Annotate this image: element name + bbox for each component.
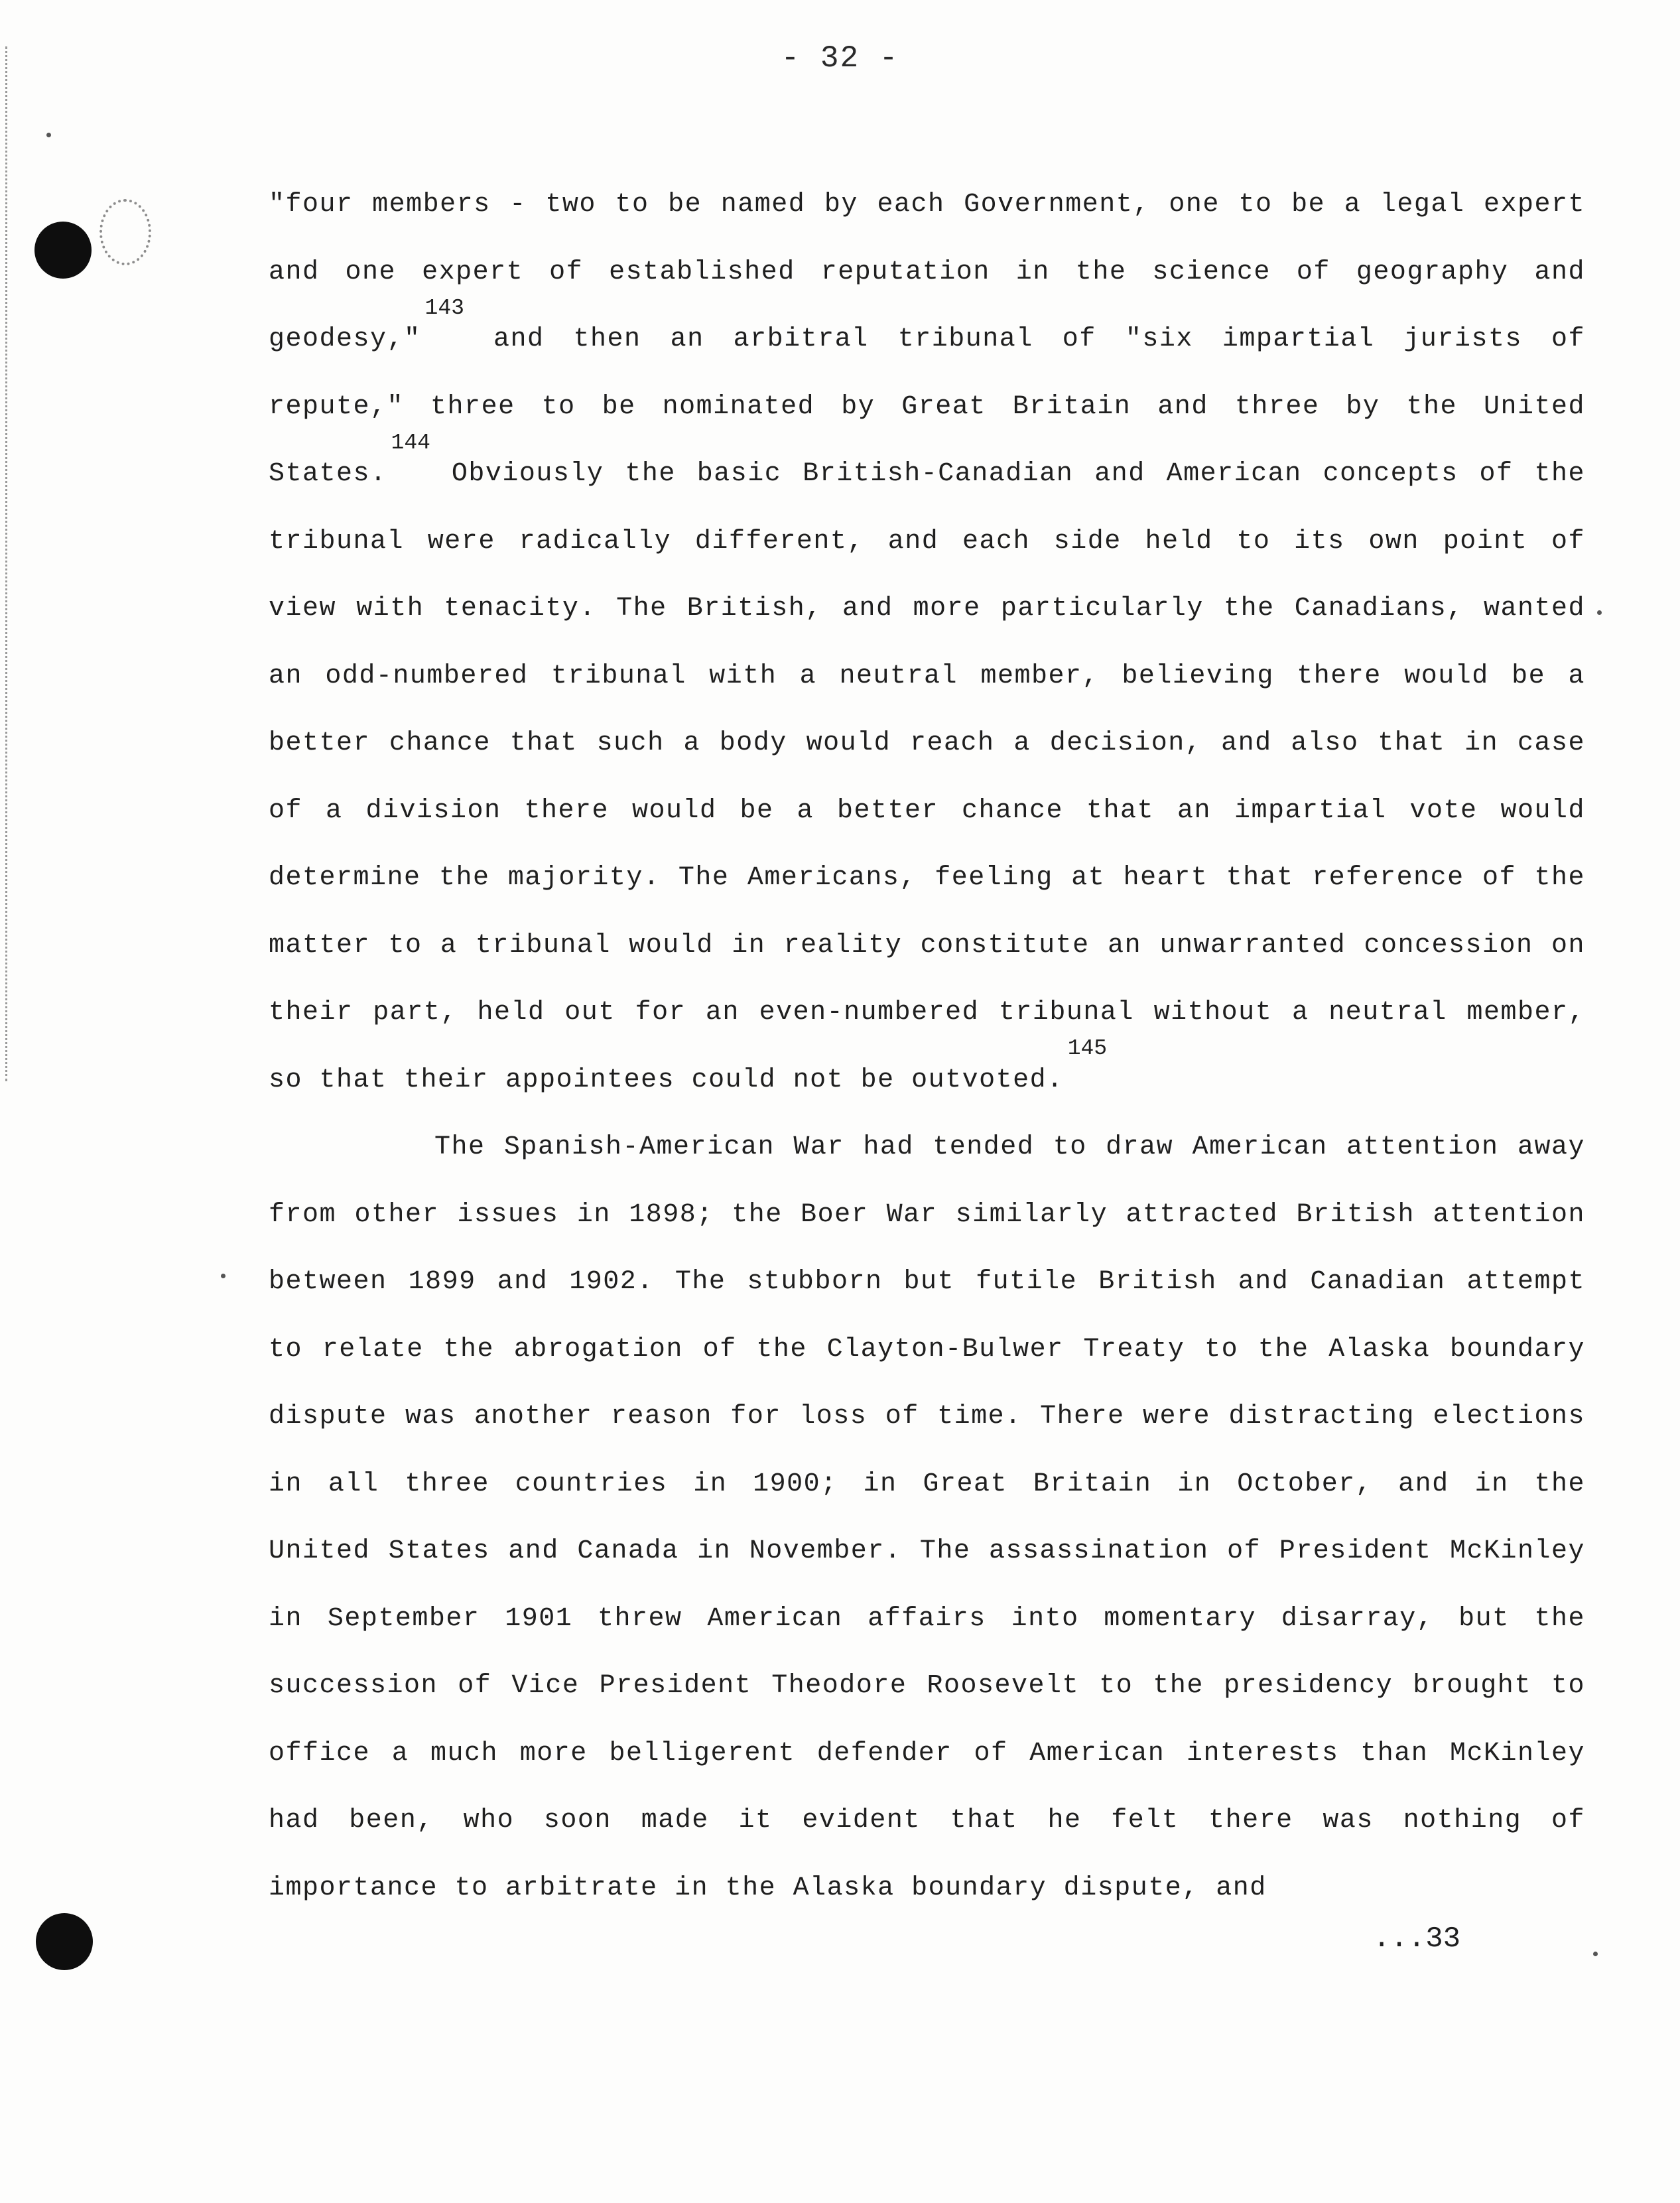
scan-speck <box>1593 1952 1598 1956</box>
footnote-ref-144: 144 <box>391 430 430 455</box>
page-number: - 32 - <box>781 41 899 76</box>
continuation-marker: ...33 <box>1373 1922 1461 1956</box>
scan-speck <box>46 133 51 137</box>
hole-reinforcement-ring <box>99 199 151 265</box>
footnote-ref-143: 143 <box>424 295 464 320</box>
scan-speck <box>221 1274 226 1278</box>
scan-speck <box>1597 610 1602 615</box>
paragraph-1-part-2: and then an arbitral tribunal of "six impartial jurists of repute," three to be nominated by Great Britain and three by the United States. <box>269 324 1585 489</box>
paragraph-2: The Spanish-American War had tended to draw American attention away from other issues in 1898; the Boer War similarly attracted British attention between 1899 and 1902. The stubborn but futile British and Canadian attempt to relate the abrogation of the Clayton-Bulwer Treaty to the Alaska boundary dispute was another reason for loss of time. There were distracting elections in all three countries in 1900; in Great Britain in October, and in the United States and Canada in November. The assassination of President McKinley in September 1901 threw American affairs into momentary disarray, but the succession of Vice President Theodore Roosevelt to the presidency brought to office a much more belligerent defender of American interests than McKinley had been, who soon made it evident that he felt there was nothing of importance to arbitrate in the Alaska boundary dispute, and <box>269 1132 1585 1903</box>
punch-hole-bottom <box>36 1913 93 1970</box>
paragraph-1-part-3: Obviously the basic British-Canadian and American concepts of the tribunal were radically different, and each side held to its own point of view with tenacity. The British, and more particularly the Canadians, wanted an odd-numbered tribunal with a neutral member, believing there would be a better chance that such a body would reach a decision, and also that in case of a division there would be a better chance that an impartial vote would determine the majority. The Americans, feeling at heart that reference of the matter to a tribunal would in reality constitute an unwarranted concession on their part, held out for an even-numbered tribunal without a neutral member, so that their appointees could not be outvoted. <box>269 459 1585 1095</box>
paragraph-1-part-1: "four members - two to be named by each Government, one to be a legal expert and one expert of established reputation in the science of geography and geodesy," <box>269 190 1585 354</box>
body-text <box>269 171 1585 1922</box>
margin-scan-marks <box>5 46 17 1081</box>
punch-hole-top <box>34 222 92 279</box>
paragraph-1 <box>269 171 1585 1114</box>
footnote-ref-145: 145 <box>1067 1036 1108 1061</box>
